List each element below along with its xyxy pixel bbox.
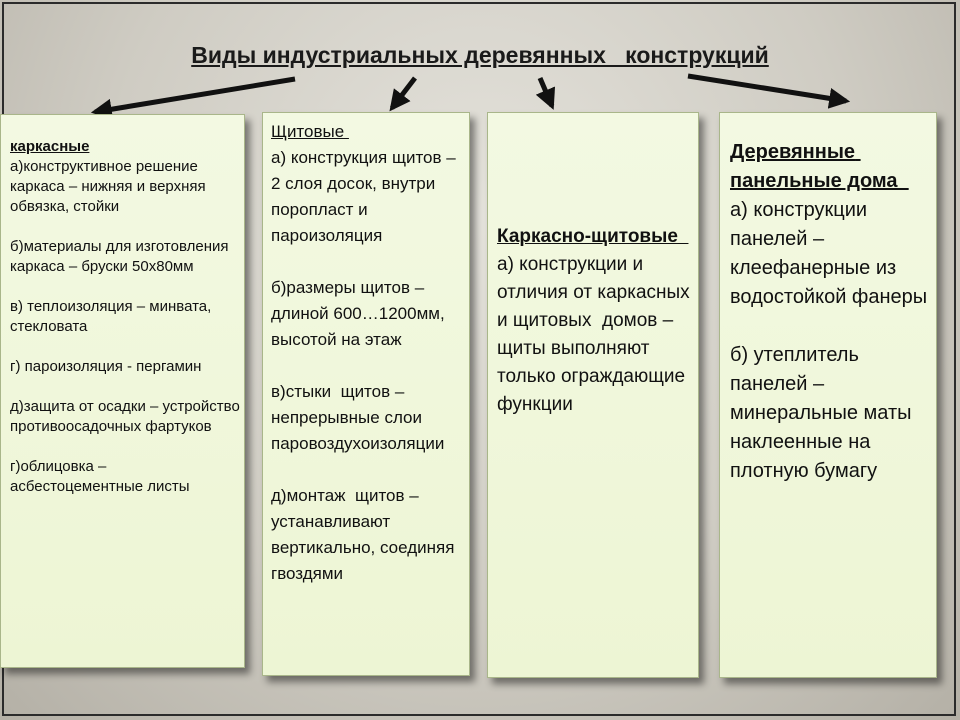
column-heading: Щитовые [271, 122, 349, 141]
list-item: в) теплоизоляция – минвата, стекловата [10, 298, 216, 335]
list-item: а) конструкции и отличия от каркасных и щитовых домов – щиты выполняют только ограждающие функции [497, 254, 695, 415]
list-item: г) пароизоляция - пергамин [10, 358, 202, 375]
list-item: б) утеплитель панелей – минеральные маты наклеенные на плотную бумагу [730, 344, 918, 482]
arrow-to-shchitovye [392, 78, 415, 108]
column-heading: каркасные [10, 138, 90, 155]
list-item: а) конструкции панелей – клеефанерные из водостойкой фанеры [730, 199, 928, 308]
column-heading: Деревянные панельные дома [730, 141, 909, 192]
column-shchitovye [262, 112, 470, 676]
arrow-to-karkasno-shchitovye [540, 78, 552, 106]
arrow-to-panelnye-doma [688, 76, 846, 101]
list-item: а) конструкция щитов – 2 слоя досок, внутри поропласт и пароизоляция [271, 148, 461, 245]
list-item: а)конструктивное решение каркаса – нижняя и верхняя обвязка, стойки [10, 158, 210, 215]
column-karkasnye [0, 114, 245, 668]
list-item: г)облицовка – асбестоцементные листы [10, 458, 190, 495]
arrow-to-karkasnye [95, 79, 295, 112]
column-heading: Каркасно-щитовые [497, 226, 689, 247]
list-item: д)монтаж щитов – устанавливают вертикально, соединяя гвоздями [271, 486, 460, 583]
list-item: д)защита от осадки – устройство противоосадочных фартуков [10, 398, 244, 435]
list-item: б)размеры щитов – длиной 600…1200мм, высотой на этаж [271, 278, 450, 349]
slide-title: Виды индустриальных деревянных конструкций [191, 42, 769, 68]
list-item: б)материалы для изготовления каркаса – бруски 50х80мм [10, 238, 233, 275]
column-karkasno-shchitovye [487, 112, 699, 678]
column-panelnye-doma [719, 112, 937, 678]
list-item: в)стыки щитов – непрерывные слои паровоздухоизоляции [271, 382, 445, 453]
